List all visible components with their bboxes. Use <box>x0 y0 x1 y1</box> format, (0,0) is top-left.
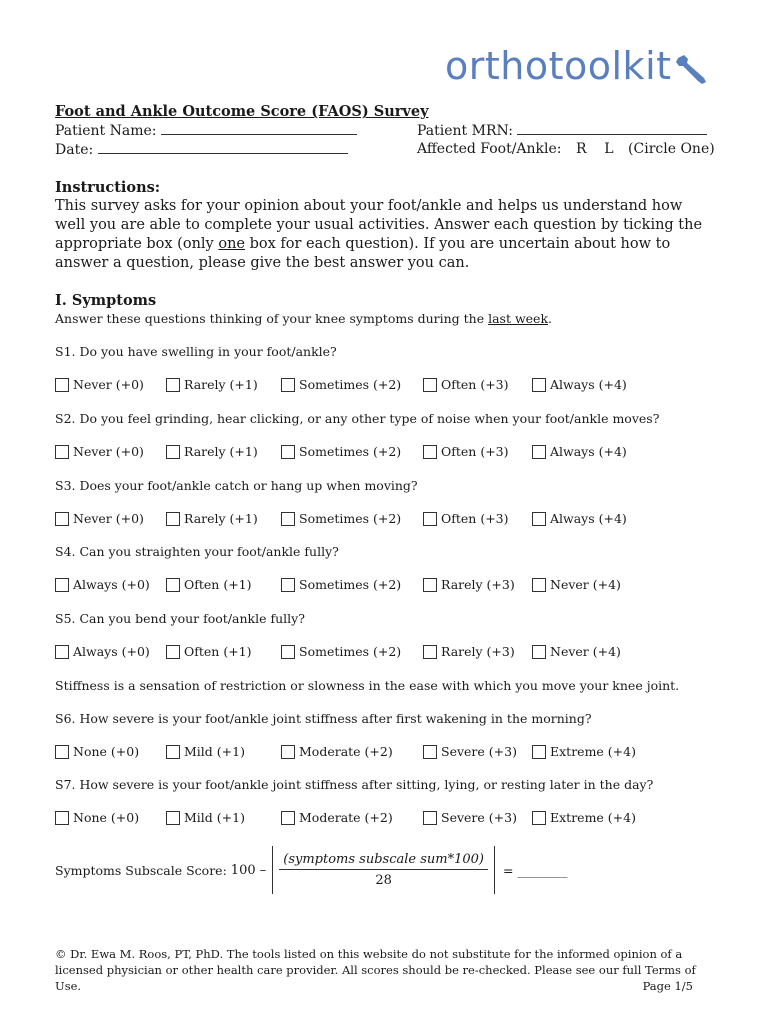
checkbox[interactable] <box>55 811 69 825</box>
affected-options[interactable]: R L <box>575 141 614 157</box>
score-fraction <box>279 852 488 888</box>
question-text: S6. How severe is your foot/ankle joint stiffness after first wakening in the morning? <box>55 711 592 726</box>
answer-option[interactable] <box>55 577 150 592</box>
answer-option[interactable] <box>55 511 144 526</box>
instructions-text-emphasis: one <box>218 236 246 252</box>
option-label: Never (+4) <box>550 577 621 592</box>
option-label: Mild (+1) <box>184 810 245 825</box>
checkbox[interactable] <box>532 645 546 659</box>
option-label: Never (+0) <box>73 444 144 459</box>
score-minuend: 100 – <box>230 862 267 878</box>
section-heading: I. Symptoms <box>55 292 157 309</box>
answer-option[interactable] <box>281 377 401 392</box>
option-label: Often (+3) <box>441 444 509 459</box>
option-label: Severe (+3) <box>441 810 517 825</box>
checkbox[interactable] <box>423 512 437 526</box>
checkbox[interactable] <box>55 512 69 526</box>
mrn-field[interactable] <box>517 122 707 135</box>
option-label: Rarely (+1) <box>184 444 258 459</box>
score-bracket <box>272 846 495 894</box>
checkbox[interactable] <box>55 378 69 392</box>
checkbox[interactable] <box>281 745 295 759</box>
checkbox[interactable] <box>281 578 295 592</box>
answer-option[interactable] <box>55 644 150 659</box>
answer-option[interactable] <box>423 444 509 459</box>
option-label: Sometimes (+2) <box>299 577 402 592</box>
patient-name-field[interactable] <box>161 122 357 135</box>
option-label: Sometimes (+2) <box>299 511 402 526</box>
checkbox[interactable] <box>166 378 180 392</box>
option-label: Rarely (+3) <box>441 577 515 592</box>
section-note-part-2: . <box>548 311 553 326</box>
option-label: Sometimes (+2) <box>299 377 402 392</box>
checkbox[interactable] <box>55 745 69 759</box>
answer-option[interactable] <box>281 577 401 592</box>
answer-option[interactable] <box>166 744 245 759</box>
option-label: Often (+3) <box>441 511 509 526</box>
checkbox[interactable] <box>281 512 295 526</box>
answer-option[interactable] <box>55 377 144 392</box>
question-text: S4. Can you straighten your foot/ankle fully? <box>55 544 339 559</box>
option-label: Always (+0) <box>73 644 150 659</box>
answer-option[interactable] <box>532 810 636 825</box>
checkbox[interactable] <box>532 445 546 459</box>
answer-option[interactable] <box>532 744 636 759</box>
option-label: Severe (+3) <box>441 744 517 759</box>
option-label: Moderate (+2) <box>299 810 393 825</box>
answer-option[interactable] <box>532 511 627 526</box>
answer-option[interactable] <box>423 810 517 825</box>
option-label: Sometimes (+2) <box>299 644 402 659</box>
checkbox[interactable] <box>423 445 437 459</box>
checkbox[interactable] <box>532 811 546 825</box>
score-label: Symptoms Subscale Score: <box>55 862 227 878</box>
score-formula <box>55 845 567 895</box>
option-label: Sometimes (+2) <box>299 444 402 459</box>
date-row <box>55 141 348 158</box>
answer-option[interactable] <box>532 644 621 659</box>
answer-option[interactable] <box>281 444 401 459</box>
checkbox[interactable] <box>281 645 295 659</box>
answer-option[interactable] <box>281 810 393 825</box>
option-label: Always (+4) <box>550 511 627 526</box>
instructions-text <box>55 197 705 273</box>
checkbox[interactable] <box>532 378 546 392</box>
answer-option[interactable] <box>281 511 401 526</box>
checkbox[interactable] <box>281 811 295 825</box>
question-text: S2. Do you feel grinding, hear clicking, or any other type of noise when your foot/ankle moves? <box>55 411 660 426</box>
checkbox[interactable] <box>423 578 437 592</box>
logo-text: orthotoolkit <box>445 44 672 88</box>
patient-name-row <box>55 122 357 139</box>
checkbox[interactable] <box>166 578 180 592</box>
score-numerator: (symptoms subscale sum*100) <box>279 852 488 870</box>
checkbox[interactable] <box>166 745 180 759</box>
answer-option[interactable] <box>55 444 144 459</box>
answer-option[interactable] <box>55 744 139 759</box>
affected-label: Affected Foot/Ankle: <box>417 141 562 157</box>
answer-option[interactable] <box>166 810 245 825</box>
answer-option[interactable] <box>532 377 627 392</box>
checkbox[interactable] <box>166 512 180 526</box>
option-label: Often (+1) <box>184 644 252 659</box>
instructions-text-part-1: This survey asks for your opinion about your foot/ankle and helps us understand how well you are able to complete your usual activities. Answer each question by ticking the appropriate box (only <box>55 198 703 252</box>
checkbox[interactable] <box>55 645 69 659</box>
section-note-part-1: Answer these questions thinking of your knee symptoms during the <box>55 311 489 326</box>
instructions-heading: Instructions: <box>55 179 161 196</box>
checkbox[interactable] <box>281 445 295 459</box>
stiffness-note: Stiffness is a sensation of restriction or slowness in the ease with which you move your knee joint. <box>55 678 680 693</box>
wrench-icon <box>672 44 710 88</box>
answer-option[interactable] <box>423 744 517 759</box>
checkbox[interactable] <box>532 578 546 592</box>
instructions-text-part-2: box for each question). If you are uncertain about how to answer a question, please give the best answer you can. <box>55 236 671 271</box>
section-note-emphasis: last week <box>488 311 549 326</box>
answer-option[interactable] <box>423 644 515 659</box>
option-label: Extreme (+4) <box>550 810 636 825</box>
checkbox[interactable] <box>55 578 69 592</box>
answer-option[interactable] <box>166 511 258 526</box>
date-field[interactable] <box>98 141 348 154</box>
answer-option[interactable] <box>166 444 258 459</box>
question-text: S3. Does your foot/ankle catch or hang up when moving? <box>55 478 418 493</box>
affected-row <box>417 141 715 157</box>
question-text: S1. Do you have swelling in your foot/ankle? <box>55 344 337 359</box>
option-label: Often (+3) <box>441 377 509 392</box>
answer-option[interactable] <box>423 577 515 592</box>
section-note <box>55 311 552 326</box>
option-label: Always (+0) <box>73 577 150 592</box>
question-text: S5. Can you bend your foot/ankle fully? <box>55 611 305 626</box>
answer-option[interactable] <box>166 577 252 592</box>
orthotoolkit-logo <box>445 44 710 88</box>
answer-option[interactable] <box>532 444 627 459</box>
checkbox[interactable] <box>532 745 546 759</box>
option-label: Moderate (+2) <box>299 744 393 759</box>
checkbox[interactable] <box>55 445 69 459</box>
checkbox[interactable] <box>166 445 180 459</box>
answer-option[interactable] <box>281 744 393 759</box>
option-label: Mild (+1) <box>184 744 245 759</box>
option-label: Rarely (+1) <box>184 511 258 526</box>
circle-one-note: (Circle One) <box>628 141 715 157</box>
option-label: None (+0) <box>73 810 140 825</box>
mrn-label: Patient MRN: <box>417 123 513 139</box>
score-result[interactable]: = ________ <box>502 862 568 878</box>
option-label: Always (+4) <box>550 377 627 392</box>
date-label: Date: <box>55 142 94 158</box>
option-label: Rarely (+1) <box>184 377 258 392</box>
score-denominator: 28 <box>375 873 392 888</box>
answer-option[interactable] <box>281 644 401 659</box>
option-label: Rarely (+3) <box>441 644 515 659</box>
answer-option[interactable] <box>532 577 621 592</box>
question-text: S7. How severe is your foot/ankle joint stiffness after sitting, lying, or resting later in the day? <box>55 777 654 792</box>
checkbox[interactable] <box>166 645 180 659</box>
checkbox[interactable] <box>423 745 437 759</box>
option-label: Always (+4) <box>550 444 627 459</box>
option-label: Never (+4) <box>550 644 621 659</box>
option-label: None (+0) <box>73 744 140 759</box>
form-title: Foot and Ankle Outcome Score (FAOS) Survey <box>55 103 429 120</box>
answer-option[interactable] <box>423 377 509 392</box>
footer <box>55 946 705 994</box>
answer-option[interactable] <box>166 644 252 659</box>
footer-text: © Dr. Ewa M. Roos, PT, PhD. The tools listed on this website do not substitute for the informed opinion of a licensed physician or other health care provider. All scores should be re-checked. Please see our full Terms of Use. <box>55 947 696 993</box>
mrn-row <box>417 122 707 139</box>
answer-option[interactable] <box>166 377 258 392</box>
option-label: Extreme (+4) <box>550 744 636 759</box>
checkbox[interactable] <box>423 378 437 392</box>
checkbox[interactable] <box>281 378 295 392</box>
checkbox[interactable] <box>166 811 180 825</box>
option-label: Often (+1) <box>184 577 252 592</box>
answer-option[interactable] <box>55 810 139 825</box>
checkbox[interactable] <box>532 512 546 526</box>
option-label: Never (+0) <box>73 511 144 526</box>
page-number: Page 1/5 <box>642 979 693 993</box>
option-label: Never (+0) <box>73 377 144 392</box>
checkbox[interactable] <box>423 645 437 659</box>
answer-option[interactable] <box>423 511 509 526</box>
checkbox[interactable] <box>423 811 437 825</box>
patient-name-label: Patient Name: <box>55 123 157 139</box>
